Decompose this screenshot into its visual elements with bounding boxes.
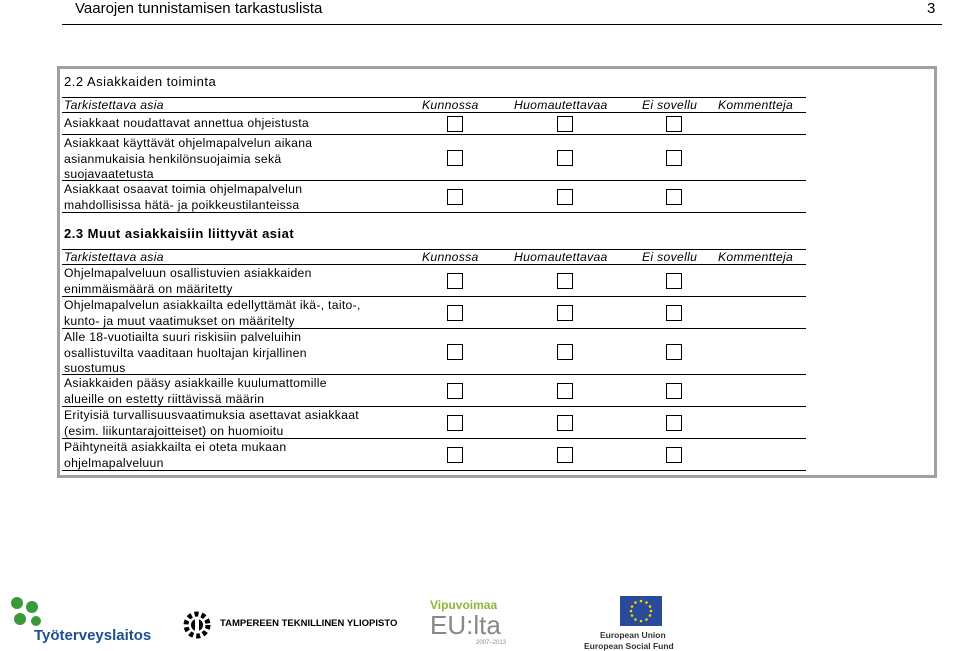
page-header-title: Vaarojen tunnistamisen tarkastuslista (75, 0, 323, 17)
column-header-ei-sovellu: Ei sovellu (642, 98, 698, 112)
row-text-line: ohjelmapalveluun (64, 455, 164, 470)
tty-gear-icon (182, 610, 212, 640)
checkbox-ei-sovellu[interactable] (666, 189, 682, 205)
column-header-kommentteja: Kommentteja (718, 98, 794, 112)
row-text-line: asianmukaisia henkilönsuojaimia sekä (64, 151, 282, 166)
checkbox-kunnossa[interactable] (447, 150, 463, 166)
column-header-asia: Tarkistettava asia (64, 98, 164, 112)
tty-text: TAMPEREEN TEKNILLINEN YLIOPISTO (220, 618, 398, 629)
checkbox-ei-sovellu[interactable] (666, 273, 682, 289)
row-text-line: Ohjelmapalveluun osallistuvien asiakkaiden (64, 266, 312, 280)
column-header-huomautettavaa: Huomautettavaa (514, 98, 608, 112)
eu-flag-icon (620, 596, 662, 626)
row-text-line: kunto- ja muut vaatimukset on määritelty (64, 313, 295, 328)
row-text-line: Asiakkaiden pääsy asiakkaille kuulumattomille (64, 376, 327, 390)
tyoterveyslaitos-mark-icon (8, 595, 44, 629)
header-rule (62, 24, 942, 25)
column-header-kunnossa: Kunnossa (422, 250, 479, 264)
row-text-line: Asiakkaat osaavat toimia ohjelmapalvelun (64, 182, 303, 196)
row-text-line: Erityisiä turvallisuusvaatimuksia asettavat asiakkaat (64, 408, 359, 422)
checkbox-ei-sovellu[interactable] (666, 447, 682, 463)
column-header-kommentteja: Kommentteja (718, 250, 794, 264)
checkbox-kunnossa[interactable] (447, 344, 463, 360)
table-row (62, 297, 806, 329)
checkbox-huomautettavaa[interactable] (557, 116, 573, 132)
table-header-row (62, 250, 806, 265)
eu-line1: European Union (600, 630, 666, 640)
checkbox-huomautettavaa[interactable] (557, 415, 573, 431)
checkbox-ei-sovellu[interactable] (666, 305, 682, 321)
row-text-line: alueille on estetty riittävissä määrin (64, 391, 265, 406)
eulta-years: 2007–2013 (476, 640, 507, 646)
table-row (62, 375, 806, 407)
row-text-line: Asiakkaat noudattavat annettua ohjeistusta (64, 116, 310, 130)
table-header-row (62, 98, 806, 113)
checkbox-kunnossa[interactable] (447, 116, 463, 132)
tyoterveyslaitos-logo (8, 595, 152, 647)
checkbox-kunnossa[interactable] (447, 383, 463, 399)
section-title-2-2: 2.2 Asiakkaiden toiminta (64, 74, 217, 89)
table-row (62, 329, 806, 375)
row-text-line: mahdollisissa hätä- ja poikkeustilanteissa (64, 197, 300, 212)
checklist-table-2-2 (62, 97, 806, 213)
column-header-asia: Tarkistettava asia (64, 250, 164, 264)
table-row (62, 181, 806, 213)
checkbox-ei-sovellu[interactable] (666, 116, 682, 132)
column-header-huomautettavaa: Huomautettavaa (514, 250, 608, 264)
checkbox-huomautettavaa[interactable] (557, 383, 573, 399)
column-header-kunnossa: Kunnossa (422, 98, 479, 112)
eu-logo (584, 596, 694, 650)
checkbox-kunnossa[interactable] (447, 305, 463, 321)
checkbox-kunnossa[interactable] (447, 273, 463, 289)
checkbox-kunnossa[interactable] (447, 447, 463, 463)
row-text-line: osallistuvilta vaaditaan huoltajan kirjallinen (64, 345, 307, 360)
table-row (62, 439, 806, 471)
checkbox-ei-sovellu[interactable] (666, 344, 682, 360)
row-text-line: enimmäismäärä on määritetty (64, 281, 233, 296)
tyoterveyslaitos-text: Työterveyslaitos (34, 627, 152, 644)
row-text-line: suojavaatetusta (64, 167, 154, 181)
table-row (62, 113, 806, 135)
tty-logo (182, 608, 398, 648)
row-text-line: Päihtyneitä asiakkailta ei oteta mukaan (64, 440, 287, 454)
checkbox-huomautettavaa[interactable] (557, 344, 573, 360)
checkbox-huomautettavaa[interactable] (557, 150, 573, 166)
checkbox-ei-sovellu[interactable] (666, 383, 682, 399)
vipuvoimaa-text: Vipuvoimaa (430, 598, 498, 612)
table-row (62, 135, 806, 181)
checkbox-ei-sovellu[interactable] (666, 415, 682, 431)
checkbox-huomautettavaa[interactable] (557, 273, 573, 289)
row-text-line: suostumus (64, 361, 126, 375)
row-text-line: Alle 18-vuotiailta suuri riskisiin palveluihin (64, 330, 302, 344)
checkbox-kunnossa[interactable] (447, 189, 463, 205)
checkbox-huomautettavaa[interactable] (557, 189, 573, 205)
row-text-line: (esim. liikuntarajoitteiset) on huomioitu (64, 423, 284, 438)
checkbox-ei-sovellu[interactable] (666, 150, 682, 166)
checkbox-kunnossa[interactable] (447, 415, 463, 431)
row-text-line: Asiakkaat käyttävät ohjelmapalvelun aikana (64, 136, 313, 150)
checkbox-huomautettavaa[interactable] (557, 447, 573, 463)
row-text-line: Ohjelmapalvelun asiakkailta edellyttämät ikä-, taito-, (64, 298, 361, 312)
table-row (62, 407, 806, 439)
checklist-table-2-3 (62, 249, 806, 471)
column-header-ei-sovellu: Ei sovellu (642, 250, 698, 264)
checkbox-huomautettavaa[interactable] (557, 305, 573, 321)
vipuvoimaa-logo (430, 598, 540, 650)
section-title-2-3: 2.3 Muut asiakkaisiin liittyvät asiat (64, 226, 295, 241)
logos-footer (0, 590, 960, 650)
eulta-text: EU:lta (430, 610, 501, 640)
table-row (62, 265, 806, 297)
eu-line2: European Social Fund (584, 641, 674, 651)
page-number: 3 (927, 0, 936, 17)
